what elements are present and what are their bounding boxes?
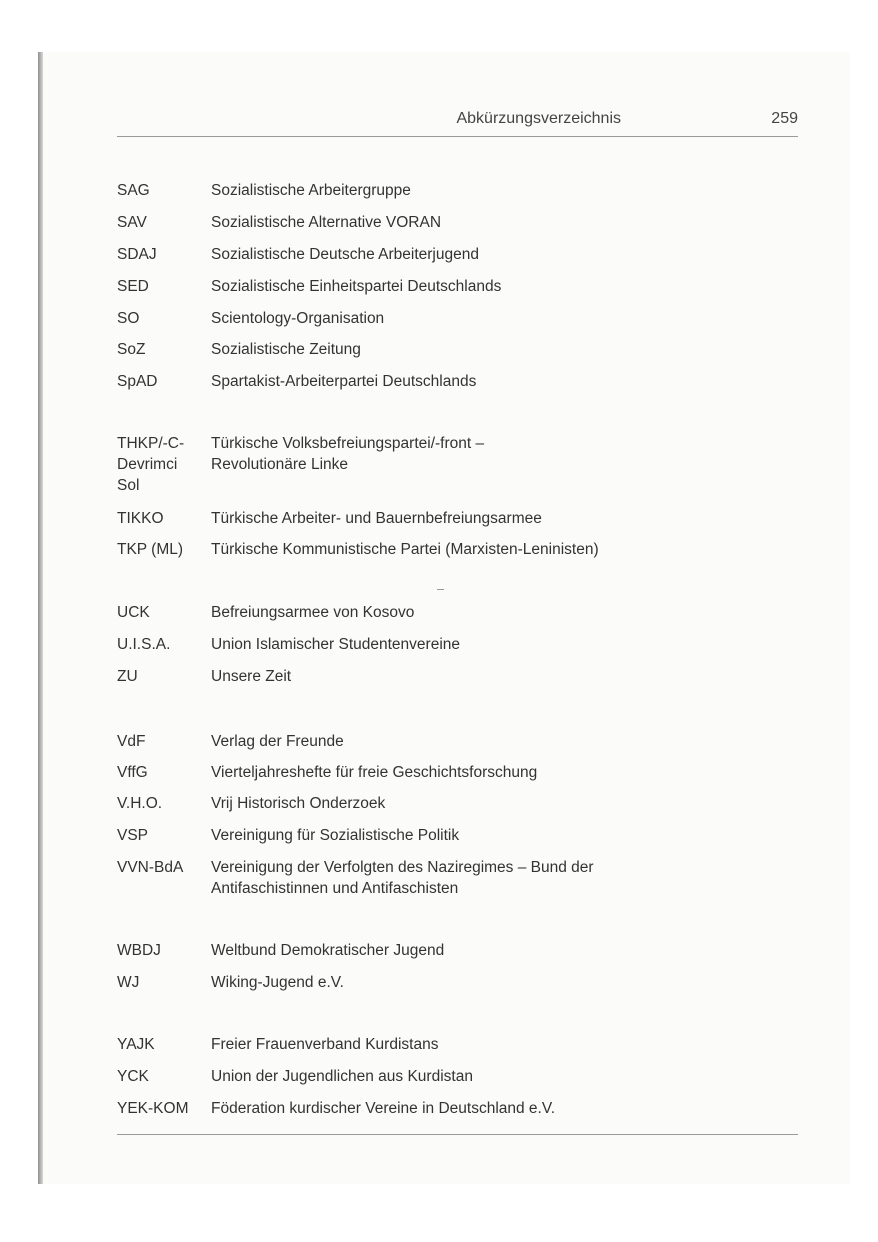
abbreviation-definition: Türkische Volksbefreiungspartei/-front – Revolutionäre Linke xyxy=(211,435,485,473)
running-header-title: Abkürzungsverzeichnis xyxy=(456,110,621,127)
abbreviation-definition: Union Islamischer Studentenvereine xyxy=(211,636,460,653)
footer-rule xyxy=(117,1134,798,1135)
abbreviation-definition: Weltbund Demokratischer Jugend xyxy=(211,942,445,959)
abbreviation-term: ZU xyxy=(117,668,138,685)
abbreviation-list xyxy=(117,0,798,1242)
stray-print-mark xyxy=(437,589,444,590)
abbreviation-definition: Befreiungsarmee von Kosovo xyxy=(211,604,415,621)
abbreviation-term: YEK-KOM xyxy=(117,1100,189,1117)
page-number: 259 xyxy=(771,110,798,127)
abbreviation-definition: Sozialistische Zeitung xyxy=(211,341,361,358)
abbreviation-definition: Verlag der Freunde xyxy=(211,733,344,750)
abbreviation-definition: Vrij Historisch Onderzoek xyxy=(211,795,386,812)
abbreviation-term: SAV xyxy=(117,214,147,231)
abbreviation-term: SAG xyxy=(117,182,150,199)
abbreviation-term: VffG xyxy=(117,764,148,781)
abbreviation-term: SpAD xyxy=(117,373,158,390)
abbreviation-term: WBDJ xyxy=(117,942,161,959)
abbreviation-term: SoZ xyxy=(117,341,146,358)
abbreviation-definition: Türkische Arbeiter- und Bauernbefreiungsarmee xyxy=(211,510,542,527)
abbreviation-term: SO xyxy=(117,310,140,327)
abbreviation-definition: Freier Frauenverband Kurdistans xyxy=(211,1036,439,1053)
abbreviation-term: YCK xyxy=(117,1068,149,1085)
abbreviation-term: VdF xyxy=(117,733,146,750)
abbreviation-term: SDAJ xyxy=(117,246,157,263)
abbreviation-definition: Vereinigung der Verfolgten des Naziregimes – Bund der Antifaschistinnen und Antifaschisten xyxy=(211,859,594,897)
abbreviation-definition: Sozialistische Arbeitergruppe xyxy=(211,182,411,199)
abbreviation-term: TIKKO xyxy=(117,510,164,527)
abbreviation-term: THKP/-C- Devrimci Sol xyxy=(117,435,185,494)
abbreviation-definition: Union der Jugendlichen aus Kurdistan xyxy=(211,1068,473,1085)
abbreviation-term: WJ xyxy=(117,974,140,991)
abbreviation-definition: Föderation kurdischer Vereine in Deutschland e.V. xyxy=(211,1100,556,1117)
page-binding-edge xyxy=(38,52,43,1184)
abbreviation-definition: Türkische Kommunistische Partei (Marxisten-Leninisten) xyxy=(211,541,599,558)
abbreviation-term: V.H.O. xyxy=(117,795,163,812)
abbreviation-term: YAJK xyxy=(117,1036,155,1053)
abbreviation-term: VSP xyxy=(117,827,149,844)
abbreviation-definition: Spartakist-Arbeiterpartei Deutschlands xyxy=(211,373,477,390)
abbreviation-term: VVN-BdA xyxy=(117,859,184,876)
abbreviation-definition: Sozialistische Alternative VORAN xyxy=(211,214,442,231)
abbreviation-definition: Sozialistische Deutsche Arbeiterjugend xyxy=(211,246,479,263)
abbreviation-term: UCK xyxy=(117,604,150,621)
abbreviation-definition: Unsere Zeit xyxy=(211,668,292,685)
abbreviation-term: U.I.S.A. xyxy=(117,636,171,653)
abbreviation-term: TKP (ML) xyxy=(117,541,184,558)
abbreviation-term: SED xyxy=(117,278,149,295)
abbreviation-definition: Sozialistische Einheitspartei Deutschlands xyxy=(211,278,502,295)
abbreviation-definition: Scientology-Organisation xyxy=(211,310,385,327)
abbreviation-definition: Vierteljahreshefte für freie Geschichtsforschung xyxy=(211,764,538,781)
abbreviation-definition: Wiking-Jugend e.V. xyxy=(211,974,344,991)
abbreviation-definition: Vereinigung für Sozialistische Politik xyxy=(211,827,460,844)
